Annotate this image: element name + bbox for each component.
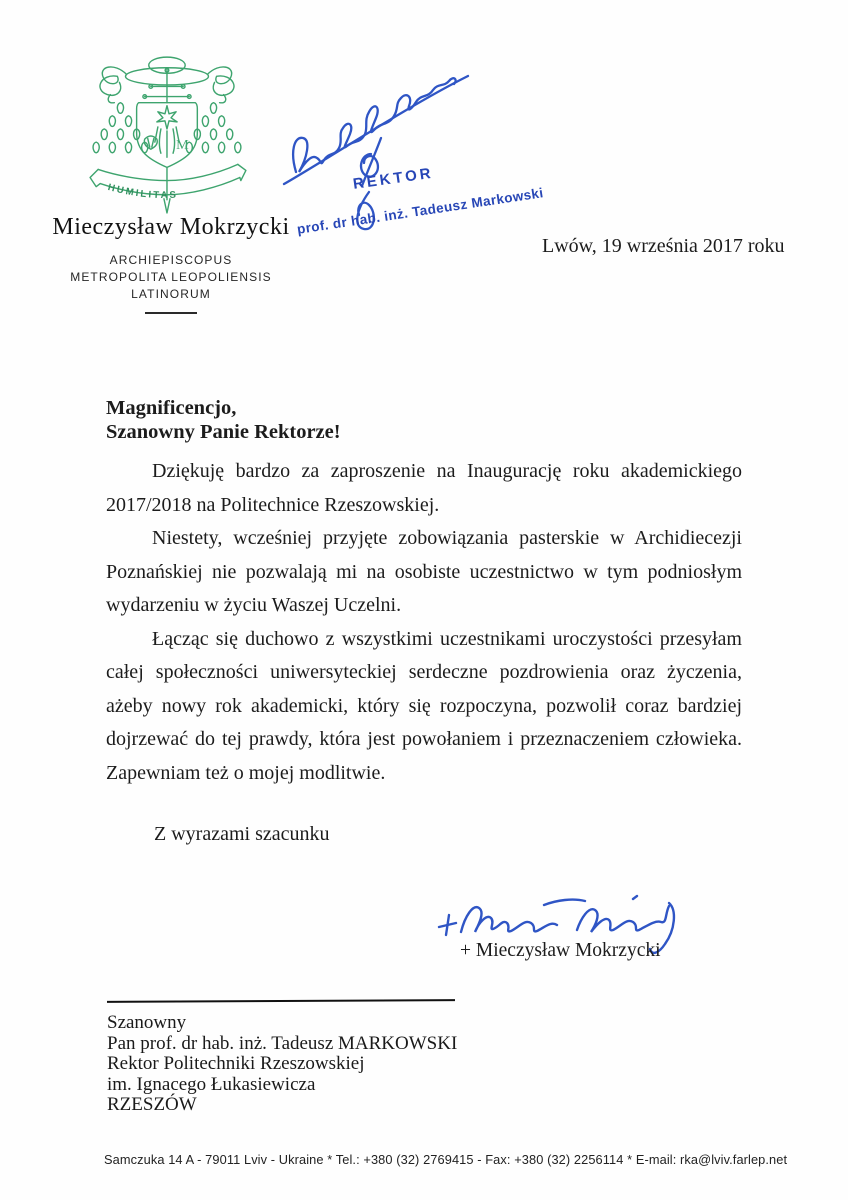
recipient-line-1: Szanowny [107,1012,187,1033]
sender-name: Mieczysław Mokrzycki [52,214,290,240]
recipient-divider [107,999,455,1003]
letter-body [106,396,742,851]
crest-motto: HUMILITAS [106,182,179,202]
recipient-line-3: Rektor Politechniki Rzeszowskiej [107,1053,365,1074]
coat-of-arms [88,46,250,218]
received-annotation [268,70,545,270]
body-paragraph-3: Łącząc się duchowo z wszystkimi uczestnikami uroczystości przesyłam całej społeczności uniwersyteckiej serdeczne pozdrowienia oraz życzenia, ażeby nowy rok akademicki, który się rozpoczyna, pozwolił coraz bardziej dojrzewać do tej prawdy, która jest powołaniem i przeznaczeniem człowieka. Zapewniam też o mojej modlitwie. [106,627,742,784]
recipient-line-2: Pan prof. dr hab. inż. Tadeusz MARKOWSKI [107,1032,458,1054]
date-line: Lwów, 19 września 2017 roku [542,235,785,257]
salutation-line-1: Magnificencjo, [106,397,237,419]
sender-block [38,214,304,314]
shield-icon [137,103,198,168]
archiepiscopal-cross-icon [143,68,191,102]
crest-monogram: M [176,137,189,154]
recipient-line-5: RZESZÓW [107,1094,197,1115]
stamp-signatory-name: prof. dr hab. inż. Tadeusz Markowski [296,185,545,237]
sender-title-2: METROPOLITA LEOPOLIENSIS LATINORUM [70,270,272,301]
printed-signature: + Mieczysław Mokrzycki [460,940,661,961]
recipient-block [107,1000,527,1116]
salutation-line-2: Szanowny Panie Rektorze! [106,421,341,443]
rektor-stamp: REKTOR [352,164,435,193]
sender-title-1: ARCHIEPISCOPUS [109,253,233,267]
recipient-line-4: im. Ignacego Łukasiewicza [107,1073,316,1095]
closing-line: Z wyrazami szacunku [154,823,330,845]
salutation [106,396,742,444]
footer-contact-line: Samczuka 14 A - 79011 Lviv - Ukraine * Tel.: +380 (32) 2769415 - Fax: +380 (32) 2256114 * E-mail: rka@lviv.farlep.net [104,1152,788,1167]
motto-banner-icon [90,164,246,201]
sender-divider [145,312,197,314]
body-paragraph-1: Dziękuję bardzo za zaproszenie na Inaugurację roku akademickiego 2017/2018 na Politechnice Rzeszowskiej. [106,460,742,516]
body-paragraph-2: Niestety, wcześniej przyjęte zobowiązania pasterskie w Archidiecezji Poznańskiej nie pozwalają mi na osobiste uczestnictwo w tym podniosłym wydarzeniu w życiu Waszej Uczelni. [106,527,742,616]
